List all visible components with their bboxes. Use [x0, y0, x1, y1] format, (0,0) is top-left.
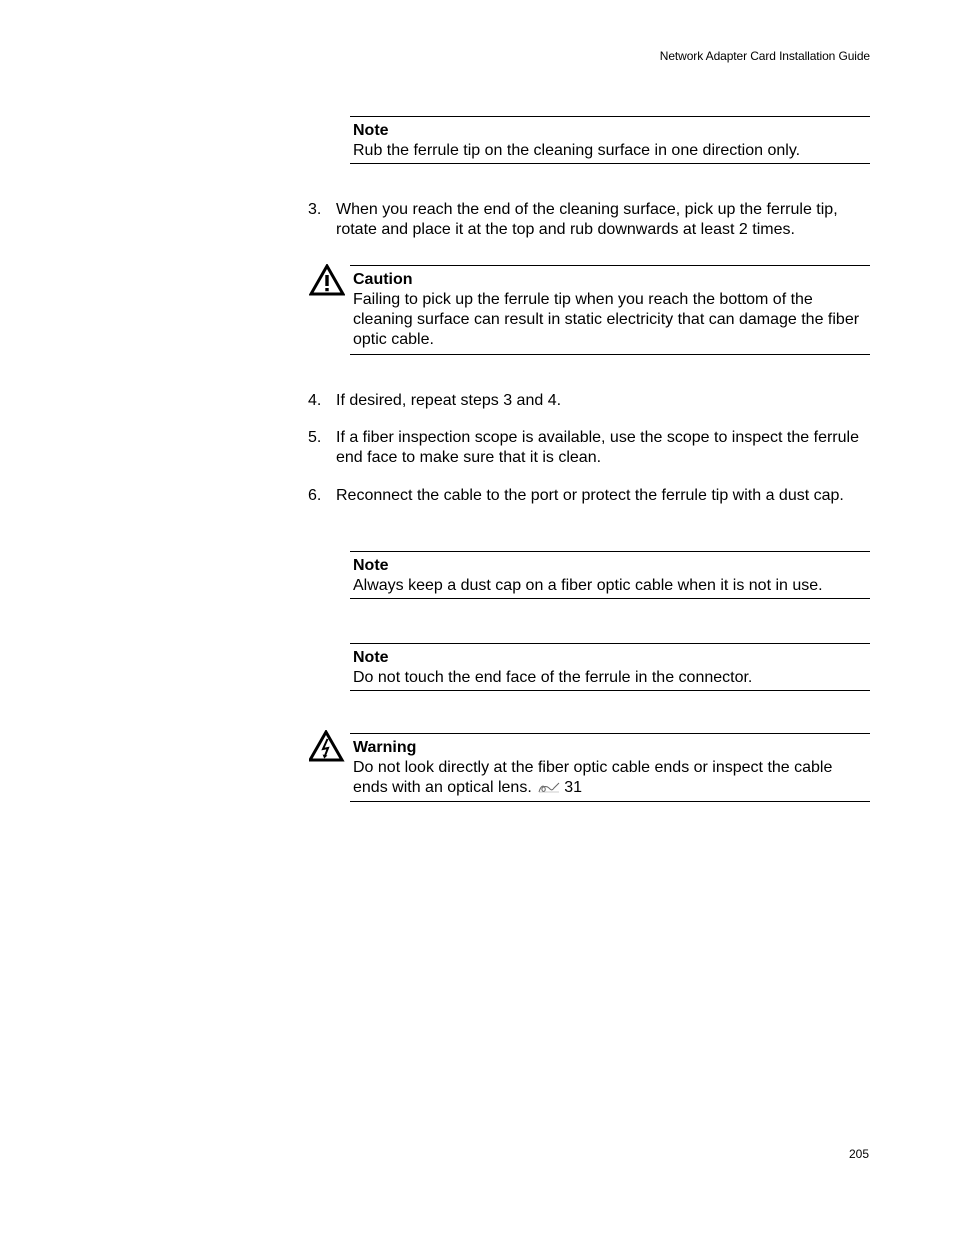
- running-header: Network Adapter Card Installation Guide: [659, 49, 870, 63]
- note-text: Always keep a dust cap on a fiber optic cable when it is not in use.: [353, 577, 823, 594]
- caution-title: Caution: [353, 271, 413, 288]
- step-number: 4.: [308, 392, 322, 409]
- step-text: If desired, repeat steps 3 and 4.: [336, 392, 562, 409]
- note-title: Note: [353, 557, 389, 574]
- caution-box: [350, 265, 870, 355]
- cross-reference-number[interactable]: 31: [564, 779, 583, 796]
- warning-lightning-triangle-icon: [309, 730, 345, 762]
- warning-title: Warning: [353, 739, 417, 756]
- step-text: Reconnect the cable to the port or protect the ferrule tip with a dust cap.: [336, 487, 844, 504]
- page-number: 205: [848, 1147, 869, 1161]
- warning-box: [350, 733, 870, 802]
- caution-triangle-icon: [309, 264, 345, 296]
- warning-body-text: Do not look directly at the fiber optic cable ends or inspect the cable ends with an optical lens.: [353, 759, 833, 796]
- step-text: If a fiber inspection scope is available, use the scope to inspect the ferrule end face to make sure that it is clean.: [336, 429, 859, 466]
- note-text: Do not touch the end face of the ferrule in the connector.: [353, 669, 753, 686]
- list-item: [308, 200, 870, 240]
- step-text: When you reach the end of the cleaning surface, pick up the ferrule tip, rotate and place it at the top and rub downwards at least 2 times.: [336, 201, 838, 238]
- note-title: Note: [353, 649, 389, 666]
- list-item: [308, 391, 870, 411]
- note-box: [350, 551, 870, 599]
- list-item: [308, 428, 870, 468]
- list-item: [308, 486, 870, 506]
- note-title: Note: [353, 122, 389, 139]
- step-number: 6.: [308, 487, 322, 504]
- note-box: [350, 643, 870, 691]
- note-text: Rub the ferrule tip on the cleaning surface in one direction only.: [353, 142, 801, 159]
- warning-text: [353, 758, 870, 798]
- step-number: 3.: [308, 201, 322, 218]
- cross-reference-icon[interactable]: [538, 782, 560, 794]
- caution-text: Failing to pick up the ferrule tip when you reach the bottom of the cleaning surface can result in static electricity that can damage the fiber optic cable.: [353, 291, 860, 348]
- note-box: [350, 116, 870, 164]
- step-number: 5.: [308, 429, 322, 446]
